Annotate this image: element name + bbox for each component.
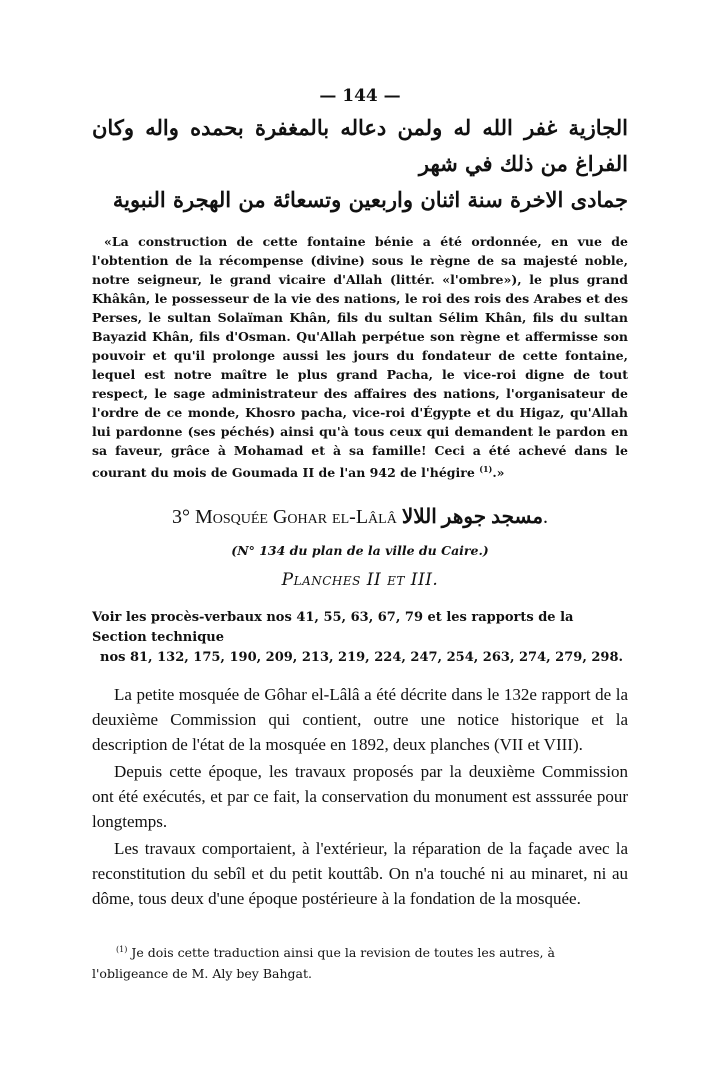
body-text [92,682,628,911]
page-number: — 144 — [319,86,401,106]
footnote-text: Je dois cette traduction ainsi que la revision de toutes les autres, à l'obligeance de M. Aly bey Bahgat. [92,945,555,982]
arabic-line-2: جمادى الاخرة سنة اثنان واربعين وتسعائة من الهجرة النبوية [112,187,628,212]
body-paragraph-1: La petite mosquée de Gôhar el-Lâlâ a été décrite dans le 132e rapport de la deuxième Commission qui contient, outre une notice historique et la description de l'état de la mosquée en 1892, deux planches (VII et VIII). [92,685,628,755]
section-title: Mosquée Gohar el-Lâlâ [194,506,397,529]
section-arabic-title: مسجد جوهر اللالا [401,506,544,529]
section-heading [92,504,628,529]
section-period: . [543,506,549,529]
body-paragraph-3: Les travaux comportaient, à l'extérieur, la réparation de la façade avec la reconstitution du sebîl et du petit kouttâb. On n'a touché ni au minaret, ni au dôme, tous deux d'une époque postérieure à la fondation de la mosquée. [92,839,628,909]
footnote-paragraph [92,939,628,984]
references-line-2: nos 81, 132, 175, 190, 209, 213, 219, 224, 247, 254, 263, 274, 279, 298. [100,650,624,666]
section-number: 3° [171,506,190,529]
plan-reference: (N° 134 du plan de la ville du Caire.) [231,543,489,559]
body-paragraph-2: Depuis cette époque, les travaux proposés par la deuxième Commission ont été exécutés, et par ce fait, la conservation du monument est asssurée pour longtemps. [92,762,628,832]
footnote-marker: (1) [116,945,128,955]
translation-text: «La construction de cette fontaine bénie a été ordonnée, en vue de l'obtention de la récompense (divine) sous le règne de sa majesté noble, notre seigneur, le grand vicaire d'Allah (littér. «l'ombre»), le plus grand Khâkân, le possesseur de la vie des nations, le roi des rois des Arabes et des Perses, le sultan Solaïman Khân, fils du sultan Sélim Khân, fils du sultan Bayazid Khân, fils d'Osman. Qu'Allah perpétue son règne et affermisse son pouvoir et qu'il prolonge aussi les jours du fondateur de cette fontaine, lequel est notre maître le plus grand Pacha, le vice-roi digne de tout respect, le sage administrateur des affaires des nations, l'organisateur de l'ordre de ce monde, Khosro pacha, vice-roi d'Égypte et du Higaz, qu'Allah lui pardonne (ses péchés) ainsi qu'à tous ceux qui demandent le pardon en sa faveur, grâce à Mohamad et à sa famille! Ceci a été achevé dans le courant du mois de Goumada II de l'an 942 de l'hégire [92,234,628,481]
footnote [92,939,628,984]
page [92,86,628,984]
references [92,608,628,668]
translation-closing: .» [492,465,505,481]
arabic-line-1: الجازية غفر الله له ولمن دعاله بالمغفرة بحمده واله وكان الفراغ من ذلك في شهر [92,115,628,176]
references-line-1: Voir les procès-verbaux nos 41, 55, 63, 67, 79 et les rapports de la Section technique [92,610,574,646]
footnote-ref: (1) [479,464,493,474]
planches-title: Planches II et III. [281,570,439,591]
translation-paragraph [92,232,628,482]
arabic-inscription [92,110,628,218]
translation-block [92,232,628,482]
